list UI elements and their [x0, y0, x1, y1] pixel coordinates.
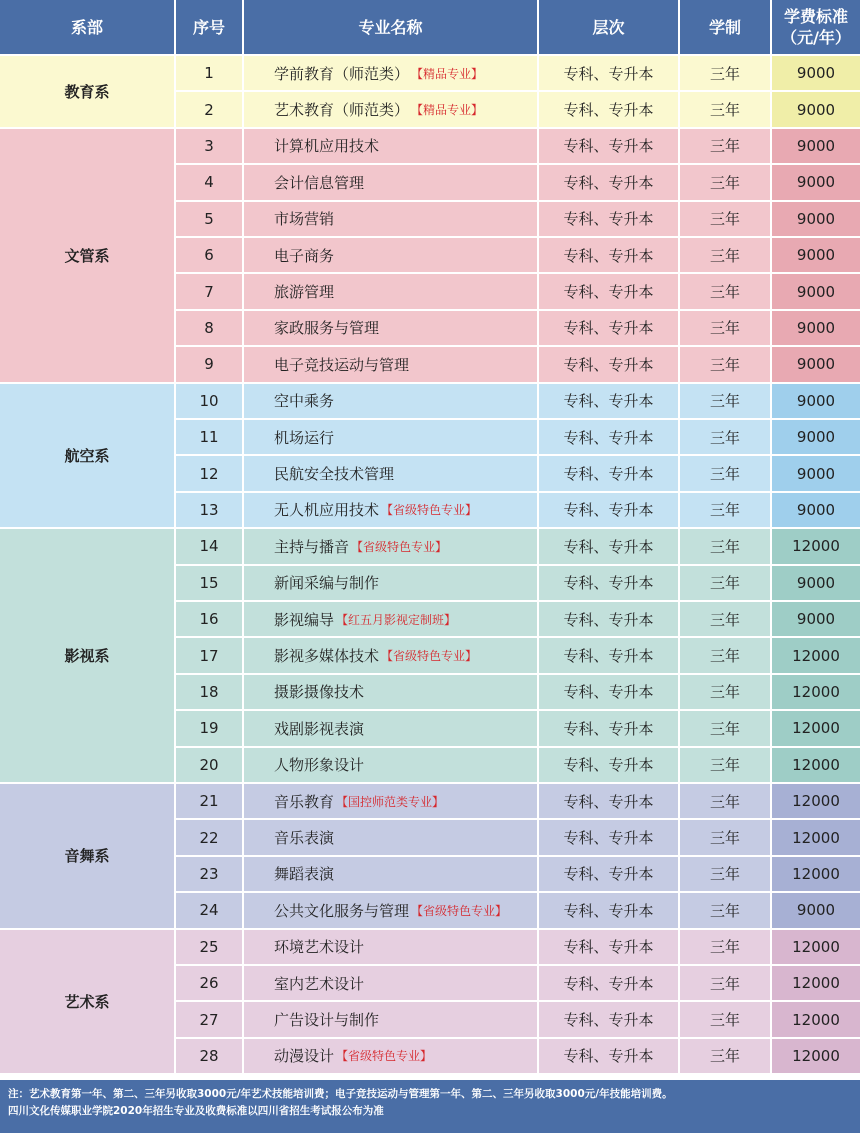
dept-cell: 音舞系 — [0, 784, 174, 928]
fee-cell: 9000 — [772, 893, 860, 927]
fee-cell: 12000 — [772, 966, 860, 1000]
dept-cell: 艺术系 — [0, 930, 174, 1074]
level-cell: 专科、专升本 — [539, 165, 678, 199]
header-major: 专业名称 — [244, 0, 537, 54]
major-name-text: 人物形象设计 — [274, 756, 365, 775]
row-number: 26 — [176, 966, 242, 1000]
major-name — [244, 274, 537, 308]
level-cell: 专科、专升本 — [539, 638, 678, 672]
fee-cell: 12000 — [772, 820, 860, 854]
major-name — [244, 930, 537, 964]
major-name-text: 影视编导 — [274, 610, 335, 629]
fee-cell: 9000 — [772, 202, 860, 236]
major-name — [244, 1039, 537, 1073]
fee-cell: 9000 — [772, 274, 860, 308]
row-number: 22 — [176, 820, 242, 854]
row-number: 25 — [176, 930, 242, 964]
major-name — [244, 566, 537, 600]
years-cell: 三年 — [680, 420, 770, 454]
major-name-text: 摄影摄像技术 — [274, 683, 365, 702]
row-number: 1 — [176, 56, 242, 90]
major-name — [244, 456, 537, 490]
fee-cell: 9000 — [772, 566, 860, 600]
years-cell: 三年 — [680, 56, 770, 90]
row-number: 7 — [176, 274, 242, 308]
fee-cell: 12000 — [772, 711, 860, 745]
level-cell: 专科、专升本 — [539, 820, 678, 854]
years-cell: 三年 — [680, 711, 770, 745]
fee-cell: 9000 — [772, 129, 860, 163]
major-name — [244, 165, 537, 199]
level-cell: 专科、专升本 — [539, 202, 678, 236]
row-number: 18 — [176, 675, 242, 709]
footer-note — [0, 1080, 860, 1133]
years-cell: 三年 — [680, 602, 770, 636]
dept-cell: 教育系 — [0, 56, 174, 127]
major-tag: 【省级特色专业】 — [351, 539, 448, 554]
fee-cell: 9000 — [772, 165, 860, 199]
major-name — [244, 420, 537, 454]
major-name — [244, 202, 537, 236]
fee-cell: 12000 — [772, 784, 860, 818]
years-cell: 三年 — [680, 893, 770, 927]
major-name-text: 公共文化服务与管理 — [274, 901, 410, 920]
level-cell: 专科、专升本 — [539, 274, 678, 308]
fee-cell: 9000 — [772, 602, 860, 636]
major-name — [244, 529, 537, 563]
major-name-text: 戏剧影视表演 — [274, 719, 365, 738]
major-name-text: 主持与播音 — [274, 537, 350, 556]
major-name-text: 新闻采编与制作 — [274, 574, 380, 593]
row-number: 19 — [176, 711, 242, 745]
major-name — [244, 129, 537, 163]
years-cell: 三年 — [680, 820, 770, 854]
major-name-text: 艺术教育（师范类） — [274, 101, 410, 120]
dept-cell: 文管系 — [0, 129, 174, 382]
row-number: 8 — [176, 311, 242, 345]
level-cell: 专科、专升本 — [539, 566, 678, 600]
fee-cell: 12000 — [772, 675, 860, 709]
fee-cell: 9000 — [772, 311, 860, 345]
major-name — [244, 493, 537, 527]
major-tag: 【精品专业】 — [411, 103, 484, 118]
level-cell: 专科、专升本 — [539, 129, 678, 163]
row-number: 13 — [176, 493, 242, 527]
major-tag: 【省级特色专业】 — [336, 1049, 433, 1064]
fee-cell: 12000 — [772, 1002, 860, 1036]
fee-cell: 9000 — [772, 347, 860, 381]
fee-cell: 9000 — [772, 456, 860, 490]
major-name-text: 音乐教育 — [274, 792, 335, 811]
level-cell: 专科、专升本 — [539, 56, 678, 90]
years-cell: 三年 — [680, 566, 770, 600]
row-number: 3 — [176, 129, 242, 163]
fee-cell: 9000 — [772, 420, 860, 454]
row-number: 11 — [176, 420, 242, 454]
major-name — [244, 638, 537, 672]
years-cell: 三年 — [680, 638, 770, 672]
major-name-text: 机场运行 — [274, 428, 335, 447]
years-cell: 三年 — [680, 384, 770, 418]
row-number: 16 — [176, 602, 242, 636]
major-name-text: 音乐表演 — [274, 829, 335, 848]
years-cell: 三年 — [680, 966, 770, 1000]
fee-cell: 12000 — [772, 857, 860, 891]
major-name-text: 环境艺术设计 — [274, 938, 365, 957]
major-tag: 【红五月影视定制班】 — [336, 612, 457, 627]
years-cell: 三年 — [680, 238, 770, 272]
major-name — [244, 56, 537, 90]
major-name-text: 电子商务 — [274, 246, 335, 265]
header-fee: 学费标准 （元/年） — [772, 0, 860, 54]
level-cell: 专科、专升本 — [539, 238, 678, 272]
fee-cell: 12000 — [772, 638, 860, 672]
years-cell: 三年 — [680, 748, 770, 782]
row-number: 23 — [176, 857, 242, 891]
major-name-text: 计算机应用技术 — [274, 137, 380, 156]
major-name-text: 无人机应用技术 — [274, 501, 380, 520]
years-cell: 三年 — [680, 930, 770, 964]
major-name-text: 动漫设计 — [274, 1047, 335, 1066]
level-cell: 专科、专升本 — [539, 456, 678, 490]
row-number: 4 — [176, 165, 242, 199]
fee-cell: 9000 — [772, 238, 860, 272]
years-cell: 三年 — [680, 129, 770, 163]
row-number: 17 — [176, 638, 242, 672]
level-cell: 专科、专升本 — [539, 893, 678, 927]
major-name — [244, 748, 537, 782]
major-tag: 【省级特色专业】 — [381, 649, 478, 664]
major-name-text: 家政服务与管理 — [274, 319, 380, 338]
level-cell: 专科、专升本 — [539, 92, 678, 126]
level-cell: 专科、专升本 — [539, 930, 678, 964]
footer-line-2: 四川文化传媒职业学院2020年招生专业及收费标准以四川省招生考试报公布为准 — [8, 1105, 384, 1117]
row-number: 10 — [176, 384, 242, 418]
row-number: 14 — [176, 529, 242, 563]
major-name-text: 会计信息管理 — [274, 173, 365, 192]
major-name-text: 电子竞技运动与管理 — [274, 355, 410, 374]
major-name-text: 市场营销 — [274, 210, 335, 229]
level-cell: 专科、专升本 — [539, 966, 678, 1000]
level-cell: 专科、专升本 — [539, 748, 678, 782]
row-number: 24 — [176, 893, 242, 927]
fee-cell: 9000 — [772, 56, 860, 90]
years-cell: 三年 — [680, 311, 770, 345]
fee-cell: 12000 — [772, 529, 860, 563]
major-name — [244, 1002, 537, 1036]
major-name — [244, 602, 537, 636]
row-number: 28 — [176, 1039, 242, 1073]
years-cell: 三年 — [680, 456, 770, 490]
level-cell: 专科、专升本 — [539, 784, 678, 818]
level-cell: 专科、专升本 — [539, 420, 678, 454]
level-cell: 专科、专升本 — [539, 347, 678, 381]
major-name — [244, 820, 537, 854]
major-name — [244, 92, 537, 126]
dept-cell: 影视系 — [0, 529, 174, 782]
years-cell: 三年 — [680, 529, 770, 563]
level-cell: 专科、专升本 — [539, 711, 678, 745]
row-number: 12 — [176, 456, 242, 490]
level-cell: 专科、专升本 — [539, 311, 678, 345]
major-name-text: 影视多媒体技术 — [274, 647, 380, 666]
major-name — [244, 347, 537, 381]
fee-cell: 9000 — [772, 493, 860, 527]
major-name — [244, 311, 537, 345]
level-cell: 专科、专升本 — [539, 529, 678, 563]
years-cell: 三年 — [680, 165, 770, 199]
row-number: 9 — [176, 347, 242, 381]
level-cell: 专科、专升本 — [539, 675, 678, 709]
major-name-text: 旅游管理 — [274, 283, 335, 302]
major-name-text: 舞蹈表演 — [274, 865, 335, 884]
major-name — [244, 893, 537, 927]
row-number: 21 — [176, 784, 242, 818]
row-number: 6 — [176, 238, 242, 272]
header-dept: 系部 — [0, 0, 174, 54]
header-years: 学制 — [680, 0, 770, 54]
major-tag: 【省级特色专业】 — [411, 903, 508, 918]
major-name — [244, 711, 537, 745]
major-name-text: 室内艺术设计 — [274, 974, 365, 993]
years-cell: 三年 — [680, 92, 770, 126]
major-name-text: 学前教育（师范类） — [274, 64, 410, 83]
years-cell: 三年 — [680, 202, 770, 236]
years-cell: 三年 — [680, 493, 770, 527]
level-cell: 专科、专升本 — [539, 602, 678, 636]
fee-cell: 12000 — [772, 930, 860, 964]
row-number: 2 — [176, 92, 242, 126]
years-cell: 三年 — [680, 347, 770, 381]
row-number: 5 — [176, 202, 242, 236]
major-name — [244, 675, 537, 709]
major-tag: 【国控师范类专业】 — [336, 794, 445, 809]
major-name — [244, 384, 537, 418]
header-level: 层次 — [539, 0, 678, 54]
row-number: 27 — [176, 1002, 242, 1036]
fee-cell: 9000 — [772, 384, 860, 418]
major-name — [244, 238, 537, 272]
major-name — [244, 857, 537, 891]
major-name — [244, 966, 537, 1000]
dept-cell: 航空系 — [0, 384, 174, 528]
major-tag: 【省级特色专业】 — [381, 503, 478, 518]
major-name-text: 广告设计与制作 — [274, 1011, 380, 1030]
years-cell: 三年 — [680, 274, 770, 308]
fee-cell: 12000 — [772, 748, 860, 782]
level-cell: 专科、专升本 — [539, 493, 678, 527]
major-name-text: 民航安全技术管理 — [274, 465, 395, 484]
major-name — [244, 784, 537, 818]
major-tag: 【精品专业】 — [411, 66, 484, 81]
fee-cell: 9000 — [772, 92, 860, 126]
years-cell: 三年 — [680, 784, 770, 818]
years-cell: 三年 — [680, 675, 770, 709]
row-number: 15 — [176, 566, 242, 600]
level-cell: 专科、专升本 — [539, 384, 678, 418]
row-number: 20 — [176, 748, 242, 782]
footer-line-1: 注：艺术教育第一年、第二、三年另收取3000元/年艺术技能培训费；电子竞技运动与管理第一年、第二、三年另收取3000元/年技能培训费。 — [8, 1088, 673, 1100]
level-cell: 专科、专升本 — [539, 1002, 678, 1036]
level-cell: 专科、专升本 — [539, 1039, 678, 1073]
header-no: 序号 — [176, 0, 242, 54]
years-cell: 三年 — [680, 1039, 770, 1073]
fee-cell: 12000 — [772, 1039, 860, 1073]
level-cell: 专科、专升本 — [539, 857, 678, 891]
years-cell: 三年 — [680, 1002, 770, 1036]
major-name-text: 空中乘务 — [274, 392, 335, 411]
years-cell: 三年 — [680, 857, 770, 891]
